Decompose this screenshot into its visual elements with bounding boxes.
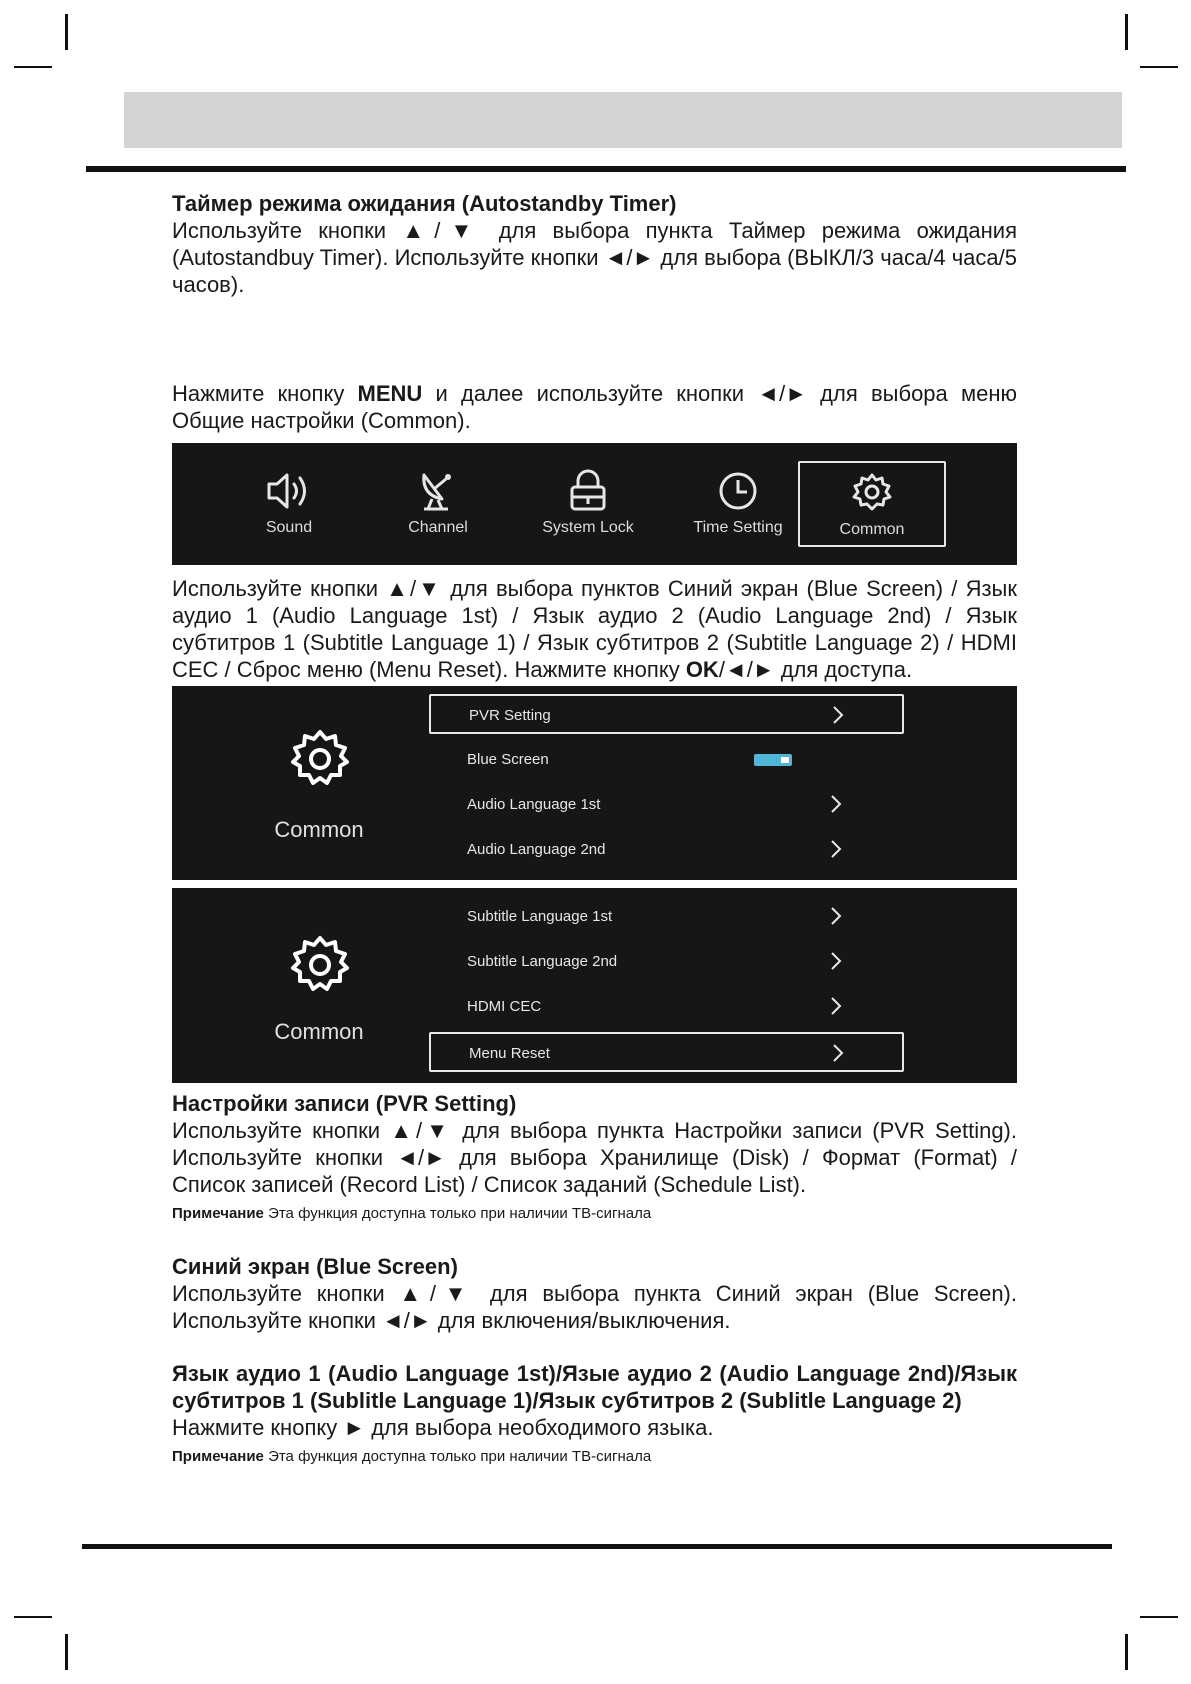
- row-label: Blue Screen: [467, 751, 549, 768]
- crop-mark: [1140, 1616, 1178, 1618]
- ok-key: OK: [685, 657, 719, 682]
- section-text: Нажмите кнопку ► для выбора необходимого языка.: [172, 1415, 714, 1440]
- row-label: PVR Setting: [469, 707, 551, 724]
- clock-icon: [708, 469, 768, 513]
- crop-mark: [14, 66, 52, 68]
- chevron-right-icon: [829, 950, 843, 972]
- tab-sound[interactable]: [215, 461, 363, 547]
- chevron-right-icon: [829, 995, 843, 1017]
- note: Примечание Эта функция доступна только при наличии ТВ-сигнала: [172, 1448, 652, 1465]
- items-intro: [172, 575, 1017, 683]
- note: Примечание Эта функция доступна только при наличии ТВ-сигнала: [172, 1205, 652, 1222]
- tab-label: Common: [839, 521, 905, 538]
- intro-text: Нажмите кнопку MENU и далее используйте кнопки ◄/► для выбора меню Общие настройки (Common).: [172, 381, 1017, 433]
- menu-row-blue-screen[interactable]: [429, 740, 904, 780]
- row-label: Subtitle Language 2nd: [467, 953, 618, 970]
- row-label: HDMI CEC: [467, 998, 542, 1015]
- common-panel-2: [172, 888, 1017, 1083]
- menu-bar-screenshot: [172, 443, 1017, 565]
- gear-icon: [280, 932, 360, 1004]
- section-heading: Настройки записи (PVR Setting): [172, 1091, 517, 1116]
- language-section: [172, 1360, 1017, 1467]
- intro-text: Используйте кнопки ▲/▼ для выбора пунктов Синий экран (Blue Screen) / Язык аудио 1 (Audio Language 1st) / Язык аудио 2 (Audio Language 2nd) / Язык субтитров 1 (Subtitle Language 1) / Язык субтитров 2 (Subtitle Language 2) / HDMI CEC / Сброс меню (Menu Reset). Нажмите кнопку OK/◄/► для доступа.: [172, 576, 1017, 682]
- row-label: Menu Reset: [469, 1045, 550, 1062]
- top-rule: [86, 166, 1126, 172]
- menu-key: MENU: [357, 381, 423, 406]
- menu-row-subtitle-language-2nd[interactable]: [429, 942, 904, 982]
- crop-mark: [14, 1616, 52, 1618]
- panel-title: Common: [274, 1019, 364, 1044]
- row-label: Audio Language 2nd: [467, 841, 606, 858]
- autostandby-section: [172, 190, 1017, 298]
- row-label: Subtitle Language 1st: [467, 908, 613, 925]
- tab-channel[interactable]: [364, 461, 512, 547]
- menu-row-audio-language-1st[interactable]: [429, 785, 904, 825]
- row-label: Audio Language 1st: [467, 796, 601, 813]
- menu-row-menu-reset[interactable]: [429, 1032, 904, 1072]
- chevron-right-icon: [829, 793, 843, 815]
- speaker-icon: [259, 469, 319, 513]
- tab-system-lock[interactable]: [514, 461, 662, 547]
- section-text: Используйте кнопки ▲/▼ для выбора пункта Таймер режима ожидания (Autostandbuy Timer). Используйте кнопки ◄/► для выбора (ВЫКЛ/3 часа/4 часа/5 часов).: [172, 218, 1017, 297]
- tab-common[interactable]: [798, 461, 946, 547]
- menu-row-subtitle-language-1st[interactable]: [429, 897, 904, 937]
- gear-icon: [280, 726, 360, 798]
- blue-screen-section: [172, 1253, 1017, 1334]
- crop-mark: [1140, 66, 1178, 68]
- chevron-right-icon: [831, 704, 845, 726]
- section-text: Используйте кнопки ▲/▼ для выбора пункта Настройки записи (PVR Setting). Используйте кнопки ◄/► для выбора Хранилище (Disk) / Формат (Format) / Список записей (Record List) / Список заданий (Schedule List).: [172, 1118, 1017, 1197]
- crop-mark: [65, 14, 68, 50]
- chevron-right-icon: [829, 838, 843, 860]
- bottom-rule: [82, 1544, 1112, 1549]
- menu-row-pvr-setting[interactable]: [429, 694, 904, 734]
- section-heading: Язык аудио 1 (Audio Language 1st)/Язые аудио 2 (Audio Language 2nd)/Язык субтитров 1 (Sublitle Language 1)/Язык субтитров 2 (Sublitle Language 2): [172, 1361, 1017, 1413]
- crop-mark: [65, 1634, 68, 1670]
- crop-mark: [1125, 14, 1128, 50]
- menu-row-audio-language-2nd[interactable]: [429, 830, 904, 870]
- pvr-section: [172, 1090, 1017, 1224]
- menu-intro: [172, 380, 1017, 434]
- chevron-right-icon: [831, 1042, 845, 1064]
- satellite-dish-icon: [408, 469, 468, 513]
- section-heading: Таймер режима ожидания (Autostandby Timer): [172, 191, 677, 216]
- chevron-right-icon: [829, 905, 843, 927]
- tab-label: Channel: [408, 519, 468, 536]
- crop-mark: [1125, 1634, 1128, 1670]
- note-label: Примечание: [172, 1448, 264, 1465]
- section-text: Используйте кнопки ▲/▼ для выбора пункта Синий экран (Blue Screen). Используйте кнопки ◄/► для включения/выключения.: [172, 1281, 1017, 1333]
- blue-screen-toggle[interactable]: [754, 754, 792, 766]
- page-header-bar: [124, 92, 1122, 148]
- menu-row-hdmi-cec[interactable]: [429, 987, 904, 1027]
- note-label: Примечание: [172, 1205, 264, 1222]
- common-panel-1: [172, 686, 1017, 880]
- section-heading: Синий экран (Blue Screen): [172, 1254, 458, 1279]
- tab-time-setting[interactable]: [664, 461, 812, 547]
- tab-label: System Lock: [542, 519, 634, 536]
- tab-label: Sound: [265, 519, 313, 536]
- tab-label: Time Setting: [693, 519, 783, 536]
- lock-icon: [558, 469, 618, 513]
- panel-title: Common: [274, 817, 364, 842]
- gear-icon: [842, 471, 902, 515]
